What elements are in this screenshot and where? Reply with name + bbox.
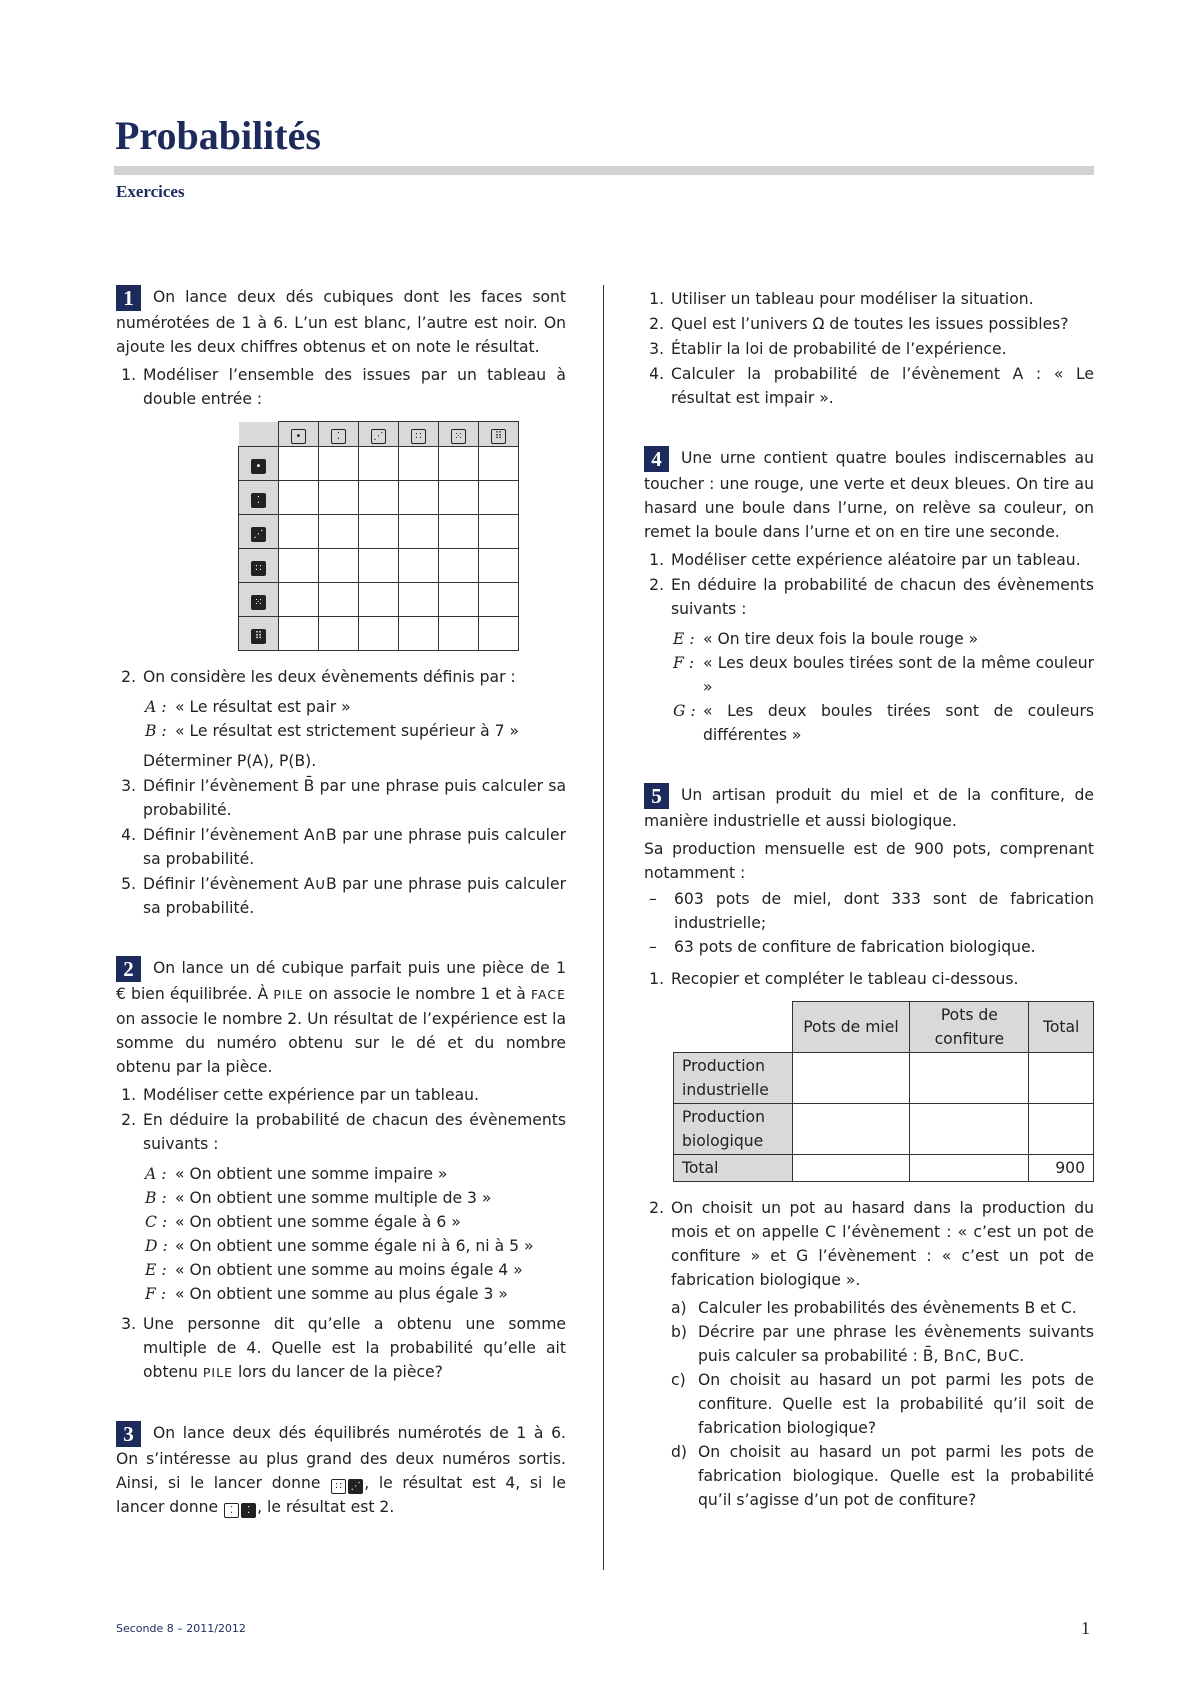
table-corner — [674, 1002, 793, 1053]
question-1: 1. Utiliser un tableau pour modéliser la situation. — [669, 287, 1094, 311]
grid-row — [239, 617, 519, 651]
black-die-3-icon: ⋰ — [348, 1479, 363, 1494]
table-cell — [910, 1053, 1029, 1104]
event-label: F : — [145, 1285, 167, 1303]
event-text: « On obtient une somme égale ni à 6, ni à 5 » — [175, 1237, 534, 1255]
sub-label: d) — [671, 1443, 687, 1461]
event-text: « Le résultat est pair » — [175, 698, 351, 716]
event-label: B : — [145, 1189, 167, 1207]
exercise-number: 5 — [644, 783, 669, 809]
question-1: 1. Modéliser cette expérience aléatoire par un tableau. — [669, 548, 1094, 572]
event-text: « Les deux boules tirées sont de couleurs différentes » — [703, 702, 1094, 744]
question-text: lors du lancer de la pièce? — [237, 1363, 443, 1381]
table-cell — [792, 1155, 910, 1182]
title-rule — [114, 166, 1094, 175]
event-e — [145, 1258, 566, 1282]
production-item: – 603 pots de miel, dont 333 sont de fabrication industrielle; — [674, 887, 1094, 935]
col-die-5 — [439, 422, 479, 447]
event-list — [145, 1162, 566, 1306]
table-cell — [1029, 1104, 1094, 1155]
production-item: – 63 pots de confiture de fabrication biologique. — [674, 935, 1094, 959]
left-column — [116, 285, 566, 1555]
event-text: « On obtient une somme égale à 6 » — [175, 1213, 461, 1231]
table-cell-total: 900 — [1029, 1155, 1094, 1182]
intro-text: , le résultat est 4, si le lancer donne — [116, 1474, 566, 1516]
event-label: B : — [145, 722, 167, 740]
table-row — [674, 1104, 1094, 1155]
white-die-2-icon: ⁚ — [331, 429, 346, 444]
page-subtitle: Exercices — [116, 182, 185, 201]
col-die-6 — [479, 422, 519, 447]
event-a — [145, 1162, 566, 1186]
sub-text: On choisit au hasard un pot parmi les pots de confiture. Quelle est la probabilité qu’il soit de fabrication biologique? — [698, 1371, 1094, 1437]
face-word: FACE — [531, 987, 567, 1002]
event-label: F : — [673, 654, 695, 672]
exercise-1-intro — [116, 285, 566, 359]
exercise-3 — [116, 1421, 566, 1519]
grid-row — [239, 481, 519, 515]
intro-text: on associe le nombre 2. Un résultat de l’expérience est la somme du numéro obtenu sur le dé et du nombre obtenu par la pièce. — [116, 1010, 566, 1076]
question-1 — [141, 363, 566, 651]
col-die-4 — [399, 422, 439, 447]
exercise-5-intro — [644, 783, 1094, 833]
event-f — [673, 651, 1094, 699]
question-1: 1. Modéliser cette expérience par un tableau. — [141, 1083, 566, 1107]
grid-row — [239, 515, 519, 549]
intro-text: Un artisan produit du miel et de la confiture, de manière industrielle et aussi biologique. — [644, 786, 1094, 830]
black-die-1-icon: • — [251, 459, 266, 474]
question-4: 4. Définir l’évènement A∩B par une phrase puis calculer sa probabilité. — [141, 823, 566, 871]
question-2 — [669, 573, 1094, 747]
question-list — [644, 967, 1094, 1512]
event-list — [673, 627, 1094, 747]
sub-question-c — [671, 1368, 1094, 1440]
question-text: En déduire la probabilité de chacun des évènements suivants : — [143, 1111, 566, 1153]
sub-label: b) — [671, 1323, 687, 1341]
question-3: 3. Établir la loi de probabilité de l’expérience. — [669, 337, 1094, 361]
sub-text: On choisit au hasard un pot parmi les pots de fabrication biologique. Quelle est la probabilité qu’il s’agisse d’un pot de confiture? — [698, 1443, 1094, 1509]
question-text: En déduire la probabilité de chacun des évènements suivants : — [671, 576, 1094, 618]
white-die-1-icon: • — [291, 429, 306, 444]
exercise-3-intro — [116, 1421, 566, 1519]
black-die-2-icon: ⁚ — [241, 1503, 256, 1518]
row-die-6 — [239, 617, 279, 651]
dice-grid-header — [239, 422, 519, 447]
event-label: A : — [145, 698, 167, 716]
exercise-5 — [644, 783, 1094, 1512]
production-table — [673, 1001, 1094, 1182]
grid-corner — [239, 422, 279, 447]
sub-text: Décrire par une phrase les évènements suivants puis calculer sa probabilité : B̄, B∩C, B∪C. — [698, 1323, 1094, 1365]
page-number: 1 — [1081, 1618, 1090, 1638]
question-3 — [141, 1312, 566, 1385]
event-text: « On obtient une somme multiple de 3 » — [175, 1189, 492, 1207]
exercise-number: 4 — [644, 446, 669, 472]
row-header-industrielle: Production industrielle — [674, 1053, 793, 1104]
question-4: 4. Calculer la probabilité de l’évènement A : « Le résultat est impair ». — [669, 362, 1094, 410]
black-die-3-icon: ⋰ — [251, 527, 266, 542]
col-header-miel: Pots de miel — [792, 1002, 910, 1053]
col-die-1 — [279, 422, 319, 447]
exercise-number: 1 — [116, 285, 141, 311]
exercise-2-intro — [116, 956, 566, 1079]
pile-word: PILE — [202, 1365, 233, 1380]
exercise-1 — [116, 285, 566, 920]
table-header-row — [674, 1002, 1094, 1053]
footer-class-label: Seconde 8 – 2011/2012 — [116, 1622, 246, 1635]
row-die-2 — [239, 481, 279, 515]
intro-text: , le résultat est 2. — [257, 1498, 395, 1516]
sub-question-a — [671, 1296, 1094, 1320]
question-2 — [669, 1196, 1094, 1512]
event-label: C : — [145, 1213, 168, 1231]
col-die-2 — [319, 422, 359, 447]
sub-question-list — [671, 1296, 1094, 1512]
exercise-number: 3 — [116, 1421, 141, 1447]
row-die-3 — [239, 515, 279, 549]
event-label: E : — [673, 630, 695, 648]
question-text: Modéliser l’ensemble des issues par un tableau à double entrée : — [143, 366, 566, 408]
exercise-4 — [644, 446, 1094, 747]
black-die-6-icon: ⠿ — [251, 629, 266, 644]
sub-label: a) — [671, 1299, 687, 1317]
white-die-4-icon: ∷ — [411, 429, 426, 444]
pile-word: PILE — [273, 987, 304, 1002]
col-header-total: Total — [1029, 1002, 1094, 1053]
event-f — [145, 1282, 566, 1306]
event-text: « On tire deux fois la boule rouge » — [703, 630, 979, 648]
white-die-6-icon: ⠿ — [491, 429, 506, 444]
event-d — [145, 1234, 566, 1258]
event-label: D : — [145, 1237, 168, 1255]
exercise-intro-text: On lance deux dés cubiques dont les faces sont numérotées de 1 à 6. L’un est blanc, l’autre est noir. On ajoute les deux chiffres obtenus et on note le résultat. — [116, 288, 566, 356]
table-cell — [792, 1053, 910, 1104]
event-a — [145, 695, 566, 719]
question-text: Recopier et compléter le tableau ci-dessous. — [671, 970, 1019, 988]
exercise-3-questions — [644, 287, 1094, 410]
exercise-5-production: Sa production mensuelle est de 900 pots, comprenant notamment : — [644, 840, 1094, 882]
white-die-3-icon: ⋰ — [371, 429, 386, 444]
black-die-5-icon: ⁙ — [251, 595, 266, 610]
question-text: Une personne dit qu’elle a obtenu une somme multiple de 4. Quelle est la probabilité qu’elle ait obtenu — [143, 1315, 566, 1381]
exercise-number: 2 — [116, 956, 141, 982]
event-text: « On obtient une somme impaire » — [175, 1165, 448, 1183]
question-5: 5. Définir l’évènement A∪B par une phrase puis calculer sa probabilité. — [141, 872, 566, 920]
table-cell — [910, 1155, 1029, 1182]
intro-text: On lance deux dés équilibrés numérotés de 1 à 6. On s’intéresse au plus grand des deux numéros sortis. Ainsi, si le lancer donne — [116, 1424, 566, 1492]
row-die-5 — [239, 583, 279, 617]
black-die-4-icon: ∷ — [251, 561, 266, 576]
dice-grid — [238, 421, 519, 651]
question-list — [116, 363, 566, 920]
event-label: G : — [673, 702, 696, 720]
question-3: 3. Définir l’évènement B̄ par une phrase puis calculer sa probabilité. — [141, 774, 566, 822]
table-row — [674, 1053, 1094, 1104]
column-separator — [603, 285, 604, 1570]
question-text: On considère les deux évènements définis par : — [143, 668, 516, 686]
question-1 — [669, 967, 1094, 1182]
row-die-1 — [239, 447, 279, 481]
intro-text: Une urne contient quatre boules indiscernables au toucher : une rouge, une verte et deux bleues. On tire au hasard une boule dans l’urne, on relève sa couleur, on remet la boule dans l’urne et on en tire une seconde. — [644, 449, 1094, 541]
table-cell — [1029, 1053, 1094, 1104]
event-b — [145, 719, 566, 743]
question-2 — [141, 1108, 566, 1306]
table-cell — [910, 1104, 1029, 1155]
event-label: E : — [145, 1261, 167, 1279]
sub-text: Calculer les probabilités des évènements B et C. — [698, 1299, 1077, 1317]
event-list — [145, 695, 566, 743]
right-column — [644, 285, 1094, 1548]
table-cell — [792, 1104, 910, 1155]
sub-question-d — [671, 1440, 1094, 1512]
white-die-4-icon: ∷ — [331, 1479, 346, 1494]
row-die-4 — [239, 549, 279, 583]
question-2 — [141, 665, 566, 773]
col-header-confiture: Pots de confiture — [910, 1002, 1029, 1053]
row-header-biologique: Production biologique — [674, 1104, 793, 1155]
event-text: « Les deux boules tirées sont de la même couleur » — [703, 654, 1094, 696]
intro-text: On lance un dé cubique parfait puis une pièce de 1 € bien équilibrée. À — [116, 959, 566, 1003]
sub-question-b — [671, 1320, 1094, 1368]
question-list — [116, 1083, 566, 1385]
event-e — [673, 627, 1094, 651]
black-die-2-icon: ⁚ — [251, 493, 266, 508]
grid-row — [239, 549, 519, 583]
grid-row — [239, 583, 519, 617]
exercise-4-intro — [644, 446, 1094, 544]
grid-row — [239, 447, 519, 481]
intro-text: on associe le nombre 1 et à — [308, 985, 526, 1003]
event-g — [673, 699, 1094, 747]
white-die-5-icon: ⁙ — [451, 429, 466, 444]
table-row — [674, 1155, 1094, 1182]
event-b — [145, 1186, 566, 1210]
question-2: 2. Quel est l’univers Ω de toutes les issues possibles? — [669, 312, 1094, 336]
question-list — [644, 548, 1094, 747]
event-label: A : — [145, 1165, 167, 1183]
page-title: Probabilités — [115, 113, 321, 158]
question-2-task: Déterminer P(A), P(B). — [143, 752, 317, 770]
production-list — [644, 887, 1094, 959]
question-list — [644, 287, 1094, 410]
sub-label: c) — [671, 1371, 686, 1389]
white-die-2-icon: ⁚ — [224, 1503, 239, 1518]
event-text: « On obtient une somme au moins égale 4 » — [175, 1261, 523, 1279]
exercise-2 — [116, 956, 566, 1385]
event-text: « On obtient une somme au plus égale 3 » — [175, 1285, 508, 1303]
row-header-total: Total — [674, 1155, 793, 1182]
event-c — [145, 1210, 566, 1234]
col-die-3 — [359, 422, 399, 447]
event-text: « Le résultat est strictement supérieur à 7 » — [175, 722, 520, 740]
question-text: On choisit un pot au hasard dans la production du mois et on appelle C l’évènement : « c’est un pot de confiture » et G l’évènement : « c’est un pot de fabrication biologique ». — [671, 1199, 1094, 1289]
